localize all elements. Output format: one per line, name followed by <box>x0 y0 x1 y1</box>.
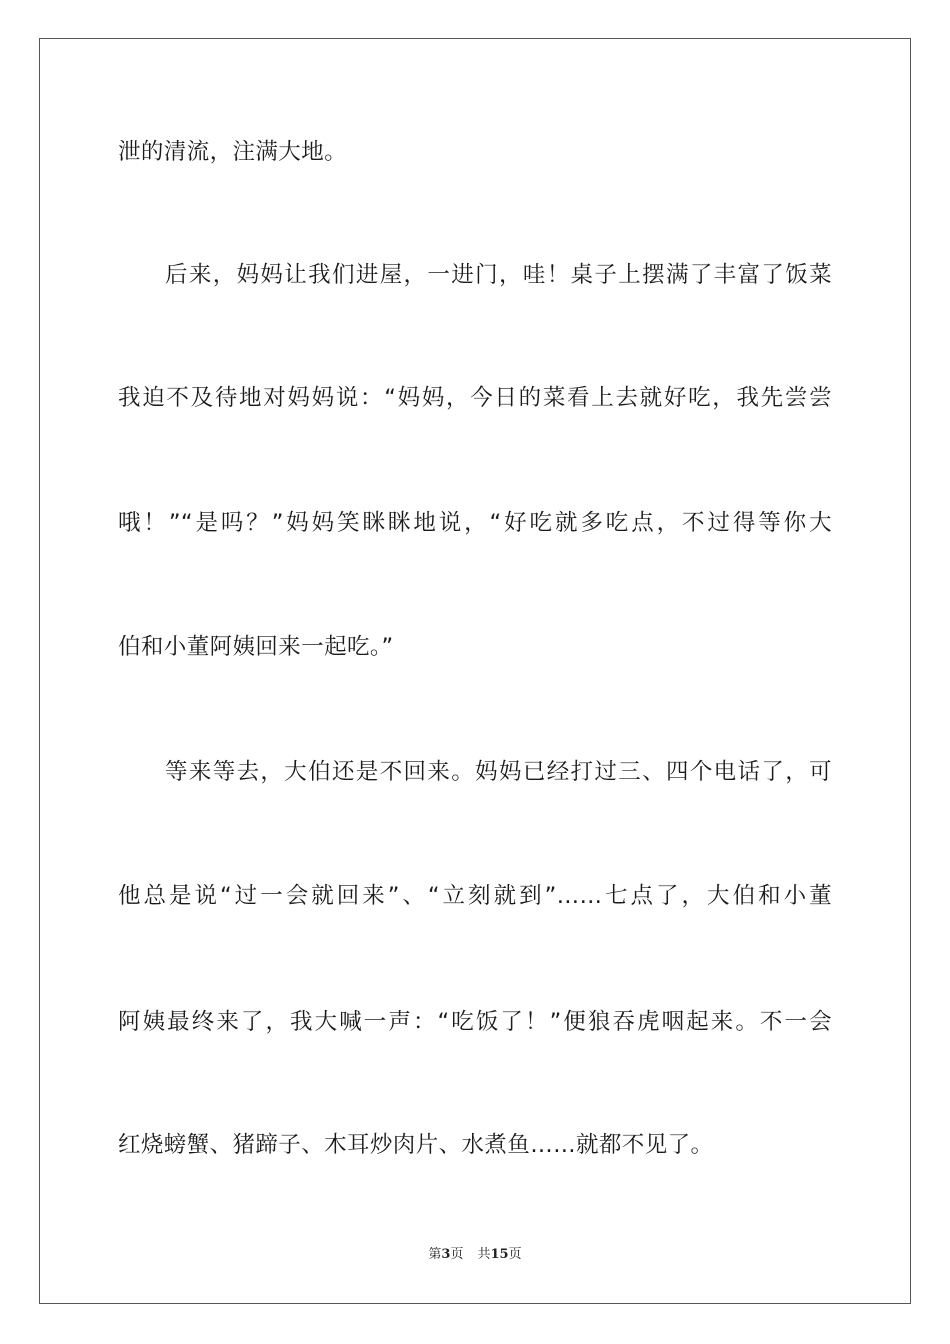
page-footer <box>0 1246 950 1264</box>
text-line-5: 伯和小董阿姨回来一起吃。” <box>118 634 394 660</box>
current-page-number: 3 <box>441 1247 451 1262</box>
total-page-count: 15 <box>490 1247 509 1262</box>
text-line-6: 等来等去，大伯还是不回来。妈妈已经打过三、四个电话了，可 <box>165 759 832 785</box>
text-line-2: 后来，妈妈让我们进屋，一进门，哇！桌子上摆满了丰富了饭菜 <box>165 262 832 288</box>
text-line-7: 他总是说“过一会就回来”、“立刻就到”……七点了，大伯和小董 <box>118 883 832 909</box>
text-line-1: 泄的清流，注满大地。 <box>118 139 348 165</box>
total-prefix: 共 <box>477 1247 491 1262</box>
total-suffix: 页 <box>508 1247 522 1262</box>
page-prefix: 第 <box>428 1247 442 1262</box>
text-line-9: 红烧螃蟹、猪蹄子、木耳炒肉片、水煮鱼……就都不见了。 <box>118 1132 714 1158</box>
text-line-3: 我迫不及待地对妈妈说：“妈妈，今日的菜看上去就好吃，我先尝尝 <box>118 385 832 411</box>
page-border <box>39 38 911 1304</box>
text-line-4: 哦！”“是吗？”妈妈笑眯眯地说，“好吃就多吃点，不过得等你大 <box>118 510 832 536</box>
page-suffix: 页 <box>450 1247 464 1262</box>
text-line-8: 阿姨最终来了，我大喊一声：“吃饭了！”便狼吞虎咽起来。不一会 <box>118 1009 832 1035</box>
